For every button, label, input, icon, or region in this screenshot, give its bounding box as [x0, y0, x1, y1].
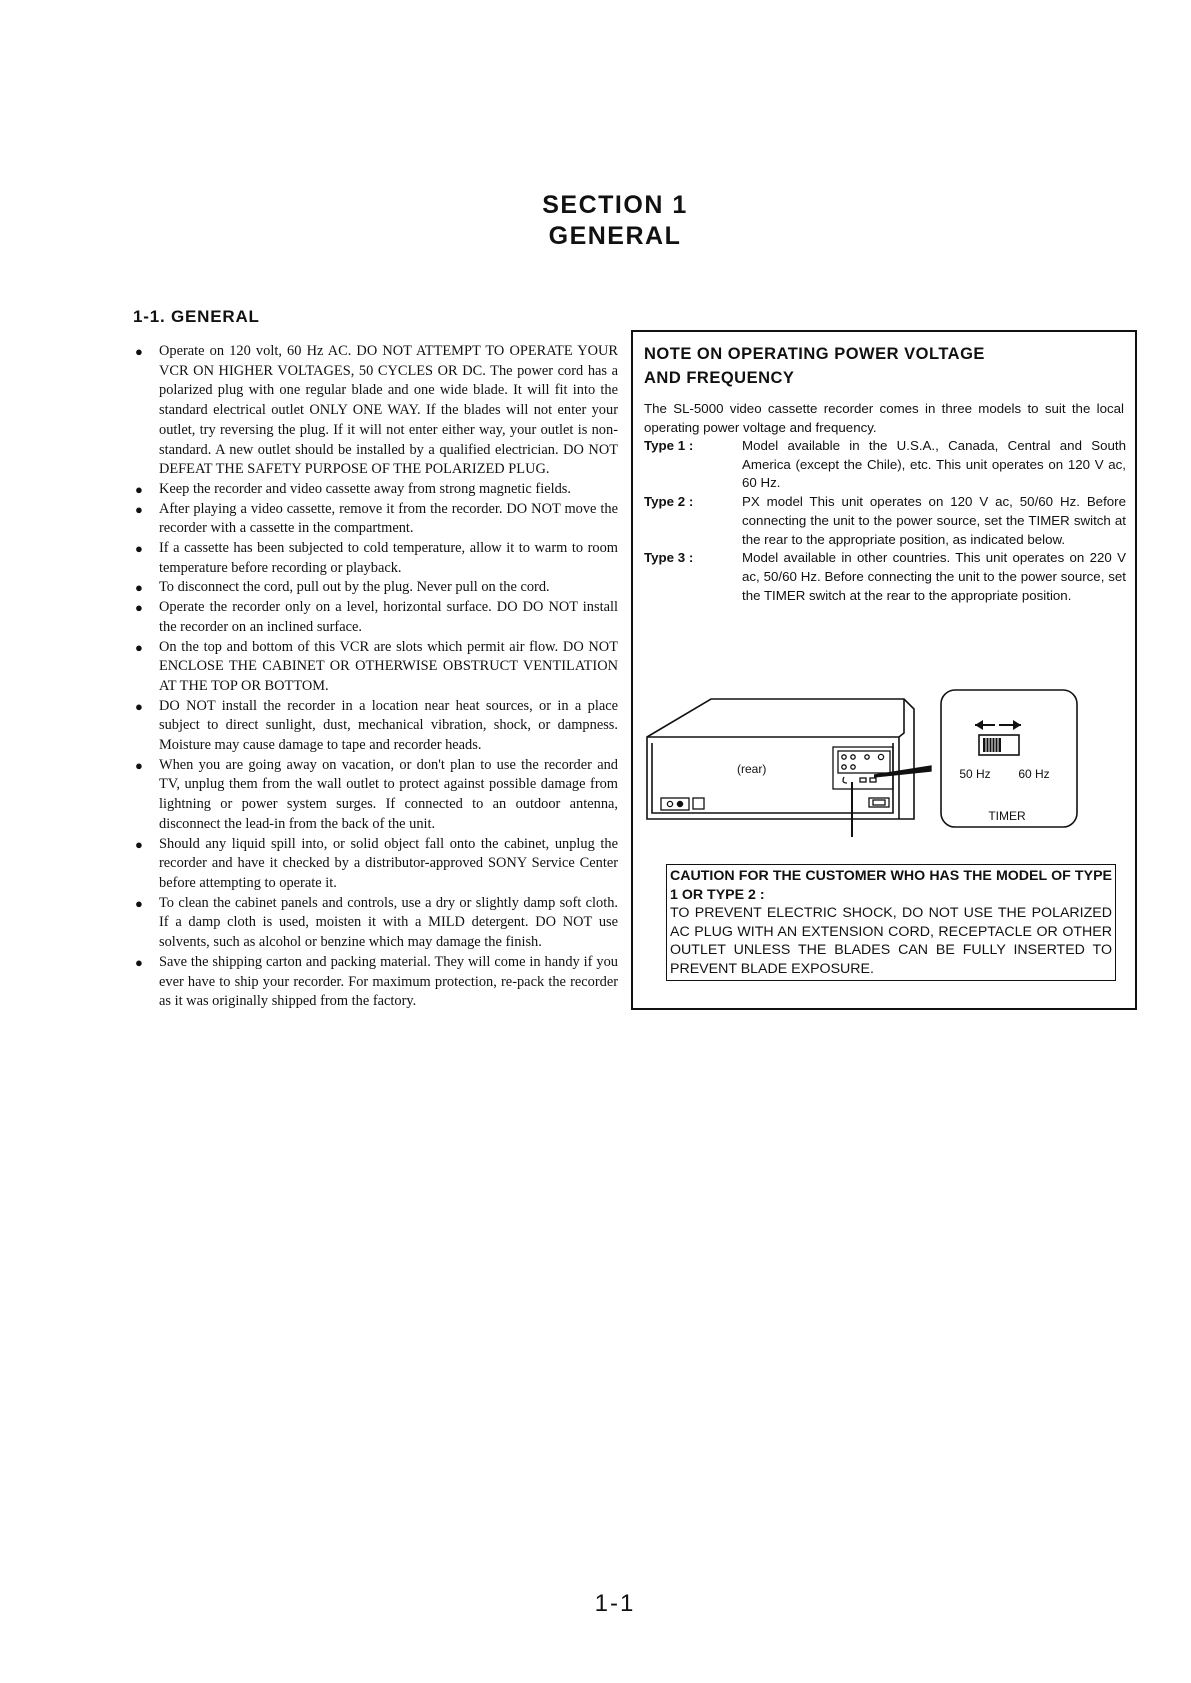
section-title: GENERAL [548, 222, 682, 250]
type-row [644, 549, 1126, 605]
section-number: SECTION 1 [542, 191, 688, 219]
arrow-right-icon [1013, 720, 1021, 730]
type-row [644, 437, 1126, 493]
list-item: ● To disconnect the cord, pull out by the plug. Never pull on the cord. [133, 578, 618, 598]
note-intro: The SL-5000 video cassette recorder comes in three models to suit the local operating power voltage and frequency. [644, 401, 1124, 435]
type-label: Type 1 : [644, 438, 694, 453]
hz50-label: 50 Hz [959, 767, 991, 781]
rear-label: (rear) [737, 762, 767, 776]
model-types [644, 437, 1126, 605]
bullet-icon: ● [135, 757, 143, 773]
general-precautions-list [133, 342, 618, 1012]
cord-clip [843, 777, 847, 783]
type-description: Model available in other countries. This unit operates on 220 V ac, 50/60 Hz. Before connecting the unit to the power source, set the TIMER switch at the rear to the appropriate position. [742, 550, 1126, 603]
timer-label: TIMER [988, 809, 1026, 823]
bullet-icon: ● [135, 698, 143, 714]
list-item: ● Keep the recorder and video cassette away from strong magnetic fields. [133, 480, 618, 500]
bullet-icon: ● [135, 580, 143, 596]
caution-body: TO PREVENT ELECTRIC SHOCK, DO NOT USE THE POLARIZED AC PLUG WITH AN EXTENSION CORD, RECEPTACLE OR OTHER OUTLET UNLESS THE BLADES CAN BE FULLY INSERTED TO PREVENT BLADE EXPOSURE. [670, 905, 1112, 977]
bullet-icon: ● [135, 836, 143, 852]
vcr-rear-diagram [641, 687, 1131, 872]
type-description: Model available in the U.S.A., Canada, Central and South America (except the Chile), etc. This unit operates on 120 V ac, 60 Hz. [742, 438, 1126, 491]
front-jacks [661, 798, 704, 810]
list-item: ● After playing a video cassette, remove it from the recorder. DO NOT move the recorder with a cassette in the compartment. [135, 500, 618, 537]
bullet-icon: ● [135, 895, 143, 911]
timer-switch-detail [941, 690, 1077, 827]
list-item: ● Operate the recorder only on a level, horizontal surface. DO DO NOT install the recorder on an inclined surface. [135, 599, 618, 635]
list-item: ● Operate on 120 volt, 60 Hz AC. DO NOT ATTEMPT TO OPERATE YOUR VCR ON HIGHER VOLTAGES, 50 CYCLES OR DC. The power cord has a polarized plug with one regular blade and one wide blade. It will fit into the standard electrical outlet ONLY ONE WAY. If the blades will not enter your outlet, try reversing the plug. If it will not enter either way, your outlet is non-standard. A new outlet should be installed by a qualified electrician. DO NOT DEFEAT THE SAFETY PURPOSE OF THE POLARIZED PLUG. [135, 343, 618, 478]
bullet-icon: ● [135, 344, 143, 359]
vcr-outline [647, 699, 914, 819]
timer-detail-frame [941, 690, 1077, 827]
list-item: ● To clean the cabinet panels and controls, use a dry or slightly damp soft cloth. If a damp cloth is used, moisten it with a MILD detergent. DO NOT use solvents, such as alcohol or benzine which may damage the finish. [135, 894, 618, 951]
section-heading [0, 190, 1191, 252]
bullet-icon: ● [135, 954, 143, 970]
leader-line [874, 766, 931, 777]
bullet-icon: ● [135, 541, 143, 557]
power-voltage-note-box [631, 330, 1137, 1010]
bullet-icon: ● [135, 501, 143, 517]
type-label: Type 3 : [644, 550, 694, 566]
list-item: ● When you are going away on vacation, or don't plan to use the recorder and TV, unplug them from the wall outlet to protect against possible damage from lightning or power system surges. If connected to an outdoor antenna, disconnect the lead-in from the back of the unit. [135, 756, 618, 832]
arrow-left-icon [975, 720, 983, 730]
type-description: PX model This unit operates on 120 V ac, 50/60 Hz. Before connecting the unit to the power source, set the TIMER switch at the rear to the appropriate position, as indicated below. [742, 494, 1126, 547]
type-label: Type 2 : [644, 494, 694, 510]
list-item: ● On the top and bottom of this VCR are slots which permit air flow. DO NOT ENCLOSE THE CABINET OR OTHERWISE OBSTRUCT VENTILATION AT THE TOP OR BOTTOM. [135, 638, 618, 694]
bullet-icon: ● [135, 639, 143, 655]
list-item: ● Save the shipping carton and packing material. They will come in handy if you ever have to ship your recorder. For maximum protection, re-pack the recorder as it was originally shipped from the factory. [135, 953, 618, 1010]
type-row [644, 493, 1126, 549]
page-number: 1-1 [594, 1590, 636, 1617]
list-item: ● DO NOT install the recorder in a location near heat sources, or in a place subject to direct sunlight, dust, mechanical vibration, shock, or dampness. Moisture may cause damage to tape and recorder heads. [135, 697, 618, 754]
caution-heading: CAUTION FOR THE CUSTOMER WHO HAS THE MODEL OF TYPE 1 OR TYPE 2 : [670, 868, 1112, 903]
bullet-icon: ● [135, 481, 143, 497]
subsection-heading: 1-1. GENERAL [133, 307, 260, 326]
list-item: ● Should any liquid spill into, or solid object fall onto the cabinet, unplug the recorder and have it checked by a distributor-approved SONY Service Center before attempting to operate it. [135, 835, 618, 891]
rear-connector-panel [833, 747, 893, 807]
caution-box [666, 864, 1116, 981]
list-item: ● If a cassette has been subjected to cold temperature, allow it to warm to room temperature before recording or playback. [135, 540, 618, 576]
bullet-icon: ● [135, 600, 143, 616]
hz60-label: 60 Hz [1018, 767, 1050, 781]
note-title: NOTE ON OPERATING POWER VOLTAGE AND FREQUENCY [644, 345, 985, 387]
